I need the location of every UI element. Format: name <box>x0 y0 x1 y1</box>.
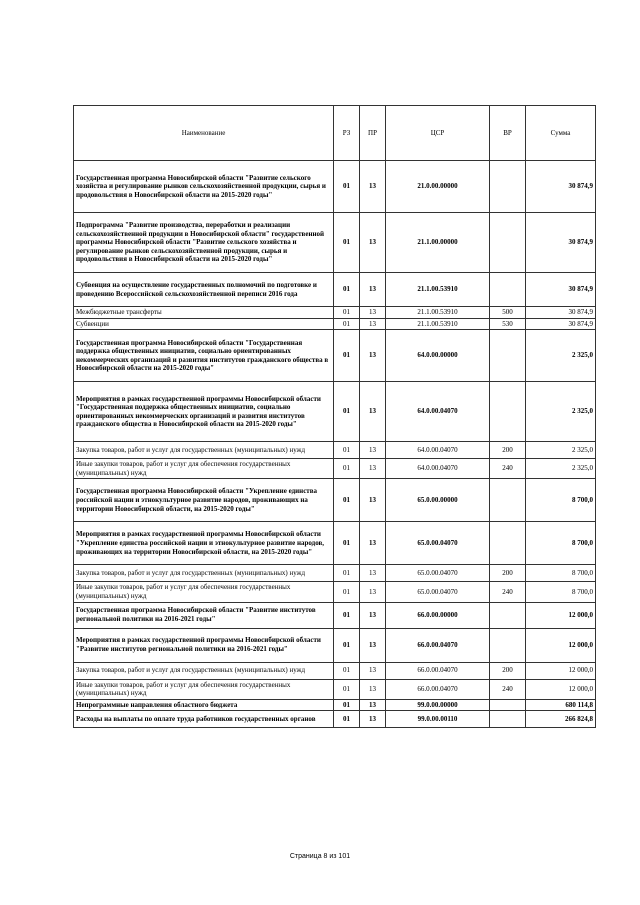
table-row <box>74 582 596 602</box>
cell-sum: 30 874,9 <box>526 273 596 307</box>
cell-sum: 8 700,0 <box>526 522 596 565</box>
cell-sum: 2 325,0 <box>526 330 596 382</box>
cell-csr: 64.0.00.04070 <box>386 382 490 442</box>
cell-sum: 30 874,9 <box>526 161 596 213</box>
cell-name: Государственная программа Новосибирской области "Государственная поддержка общественных инициатив, социально ориентированных некоммерческих организаций и развития институтов гражданского общества в Новосибирской области на 2015-2020 годы" <box>74 330 334 382</box>
cell-name: Субвенции <box>74 318 334 330</box>
table-row <box>74 318 596 330</box>
cell-vr <box>490 213 526 273</box>
cell-csr: 64.0.00.04070 <box>386 442 490 459</box>
cell-rz: 01 <box>334 699 360 711</box>
cell-rz: 01 <box>334 442 360 459</box>
table-body <box>74 161 596 728</box>
cell-vr <box>490 522 526 565</box>
cell-sum: 30 874,9 <box>526 307 596 319</box>
cell-name: Иные закупки товаров, работ и услуг для обеспечения государственных (муниципальных) нужд <box>74 582 334 602</box>
cell-sum: 30 874,9 <box>526 213 596 273</box>
cell-pr: 13 <box>360 662 386 679</box>
cell-vr <box>490 330 526 382</box>
cell-csr: 21.1.00.53910 <box>386 273 490 307</box>
cell-rz: 01 <box>334 307 360 319</box>
cell-pr: 13 <box>360 213 386 273</box>
cell-vr <box>490 628 526 662</box>
cell-sum: 12 000,0 <box>526 628 596 662</box>
cell-pr: 13 <box>360 602 386 628</box>
cell-pr: 13 <box>360 382 386 442</box>
cell-vr: 240 <box>490 582 526 602</box>
cell-vr: 240 <box>490 459 526 479</box>
cell-pr: 13 <box>360 318 386 330</box>
cell-sum: 2 325,0 <box>526 442 596 459</box>
header-vr: ВР <box>490 106 526 161</box>
cell-sum: 8 700,0 <box>526 582 596 602</box>
cell-vr: 500 <box>490 307 526 319</box>
cell-vr: 200 <box>490 565 526 582</box>
cell-rz: 01 <box>334 330 360 382</box>
cell-name: Непрограммные направления областного бюджета <box>74 699 334 711</box>
cell-csr: 65.0.00.04070 <box>386 522 490 565</box>
cell-vr <box>490 699 526 711</box>
cell-csr: 65.0.00.00000 <box>386 479 490 522</box>
header-sum: Сумма <box>526 106 596 161</box>
cell-rz: 01 <box>334 213 360 273</box>
table-row <box>74 679 596 699</box>
cell-pr: 13 <box>360 442 386 459</box>
cell-rz: 01 <box>334 582 360 602</box>
cell-pr: 13 <box>360 565 386 582</box>
cell-pr: 13 <box>360 582 386 602</box>
cell-vr <box>490 273 526 307</box>
cell-pr: 13 <box>360 628 386 662</box>
cell-name: Мероприятия в рамках государственной программы Новосибирской области "Государственная поддержка общественных инициатив, социально ориентированных некоммерческих организаций и развития институтов гражданского общества в Новосибирской области на 2015-2020 годы" <box>74 382 334 442</box>
cell-sum: 680 114,8 <box>526 699 596 711</box>
cell-vr <box>490 382 526 442</box>
cell-csr: 66.0.00.04070 <box>386 662 490 679</box>
cell-name: Государственная программа Новосибирской области "Развитие институтов региональной политики на 2016-2021 годы" <box>74 602 334 628</box>
cell-pr: 13 <box>360 711 386 728</box>
cell-name: Государственная программа Новосибирской области "Развитие сельского хозяйства и регулирование рынков сельскохозяйственной продукции, сырья и продовольствия в Новосибирской области на 2015-2020 годы" <box>74 161 334 213</box>
cell-csr: 99.0.00.00000 <box>386 699 490 711</box>
cell-rz: 01 <box>334 679 360 699</box>
cell-vr <box>490 161 526 213</box>
cell-rz: 01 <box>334 318 360 330</box>
cell-sum: 12 000,0 <box>526 679 596 699</box>
table-row <box>74 602 596 628</box>
cell-pr: 13 <box>360 522 386 565</box>
page-footer: Страница 8 из 101 <box>289 853 351 860</box>
header-name: Наименование <box>74 106 334 161</box>
cell-sum: 266 824,8 <box>526 711 596 728</box>
header-rz: РЗ <box>334 106 360 161</box>
cell-name: Иные закупки товаров, работ и услуг для обеспечения государственных (муниципальных) нужд <box>74 459 334 479</box>
cell-vr: 530 <box>490 318 526 330</box>
cell-pr: 13 <box>360 273 386 307</box>
cell-csr: 65.0.00.04070 <box>386 582 490 602</box>
cell-rz: 01 <box>334 602 360 628</box>
cell-pr: 13 <box>360 330 386 382</box>
table-row <box>74 459 596 479</box>
cell-rz: 01 <box>334 565 360 582</box>
cell-csr: 66.0.00.04070 <box>386 628 490 662</box>
cell-csr: 21.1.00.53910 <box>386 318 490 330</box>
cell-rz: 01 <box>334 628 360 662</box>
cell-name: Мероприятия в рамках государственной программы Новосибирской области "Развитие институтов региональной политики на 2016-2021 годы" <box>74 628 334 662</box>
cell-name: Закупка товаров, работ и услуг для государственных (муниципальных) нужд <box>74 442 334 459</box>
cell-pr: 13 <box>360 161 386 213</box>
table-row <box>74 479 596 522</box>
cell-pr: 13 <box>360 699 386 711</box>
cell-sum: 8 700,0 <box>526 479 596 522</box>
cell-csr: 66.0.00.04070 <box>386 679 490 699</box>
cell-name: Закупка товаров, работ и услуг для государственных (муниципальных) нужд <box>74 662 334 679</box>
cell-csr: 99.0.00.00110 <box>386 711 490 728</box>
table-row <box>74 382 596 442</box>
cell-sum: 2 325,0 <box>526 382 596 442</box>
cell-sum: 8 700,0 <box>526 565 596 582</box>
table-row <box>74 699 596 711</box>
cell-csr: 64.0.00.04070 <box>386 459 490 479</box>
cell-pr: 13 <box>360 679 386 699</box>
cell-csr: 66.0.00.00000 <box>386 602 490 628</box>
table-row <box>74 628 596 662</box>
cell-rz: 01 <box>334 459 360 479</box>
cell-vr <box>490 479 526 522</box>
cell-rz: 01 <box>334 273 360 307</box>
cell-sum: 12 000,0 <box>526 602 596 628</box>
table-row <box>74 711 596 728</box>
header-csr: ЦСР <box>386 106 490 161</box>
table-row <box>74 662 596 679</box>
cell-pr: 13 <box>360 459 386 479</box>
table-row <box>74 213 596 273</box>
cell-csr: 21.0.00.00000 <box>386 161 490 213</box>
cell-vr: 240 <box>490 679 526 699</box>
cell-name: Закупка товаров, работ и услуг для государственных (муниципальных) нужд <box>74 565 334 582</box>
header-pr: ПР <box>360 106 386 161</box>
table-row <box>74 330 596 382</box>
table-row <box>74 307 596 319</box>
table-row <box>74 273 596 307</box>
cell-vr <box>490 711 526 728</box>
table-row <box>74 161 596 213</box>
cell-vr: 200 <box>490 662 526 679</box>
cell-pr: 13 <box>360 479 386 522</box>
cell-name: Мероприятия в рамках государственной программы Новосибирской области "Укрепление единства российской нации и этнокультурное развитие народов, проживающих на территории Новосибирской области, на 2015-2020 годы" <box>74 522 334 565</box>
table-row <box>74 565 596 582</box>
cell-name: Иные закупки товаров, работ и услуг для обеспечения государственных (муниципальных) нужд <box>74 679 334 699</box>
table-row <box>74 442 596 459</box>
cell-name: Расходы на выплаты по оплате труда работников государственных органов <box>74 711 334 728</box>
cell-rz: 01 <box>334 382 360 442</box>
cell-vr <box>490 602 526 628</box>
cell-vr: 200 <box>490 442 526 459</box>
cell-rz: 01 <box>334 662 360 679</box>
cell-name: Межбюджетные трансферты <box>74 307 334 319</box>
cell-sum: 30 874,9 <box>526 318 596 330</box>
cell-name: Субвенция на осуществление государственных полномочий по подготовке и проведению Всероссийской сельскохозяйственной переписи 2016 года <box>74 273 334 307</box>
cell-rz: 01 <box>334 479 360 522</box>
cell-rz: 01 <box>334 711 360 728</box>
cell-sum: 12 000,0 <box>526 662 596 679</box>
cell-name: Государственная программа Новосибирской области "Укрепление единства российской нации и этнокультурное развитие народов, проживающих на территории Новосибирской области, на 2015-2020 годы" <box>74 479 334 522</box>
cell-rz: 01 <box>334 522 360 565</box>
cell-csr: 65.0.00.04070 <box>386 565 490 582</box>
budget-table <box>73 105 596 728</box>
cell-pr: 13 <box>360 307 386 319</box>
cell-rz: 01 <box>334 161 360 213</box>
table-row <box>74 522 596 565</box>
cell-sum: 2 325,0 <box>526 459 596 479</box>
table-header-row <box>74 106 596 161</box>
cell-csr: 21.1.00.00000 <box>386 213 490 273</box>
cell-csr: 21.1.00.53910 <box>386 307 490 319</box>
cell-csr: 64.0.00.00000 <box>386 330 490 382</box>
cell-name: Подпрограмма "Развитие производства, переработки и реализации сельскохозяйственной продукции в Новосибирской области" государственной программы Новосибирской области "Развитие сельского хозяйства и регулирование рынков сельскохозяйственной продукции, сырья и продовольствия в Новосибирской области на 2015-2020 годы" <box>74 213 334 273</box>
